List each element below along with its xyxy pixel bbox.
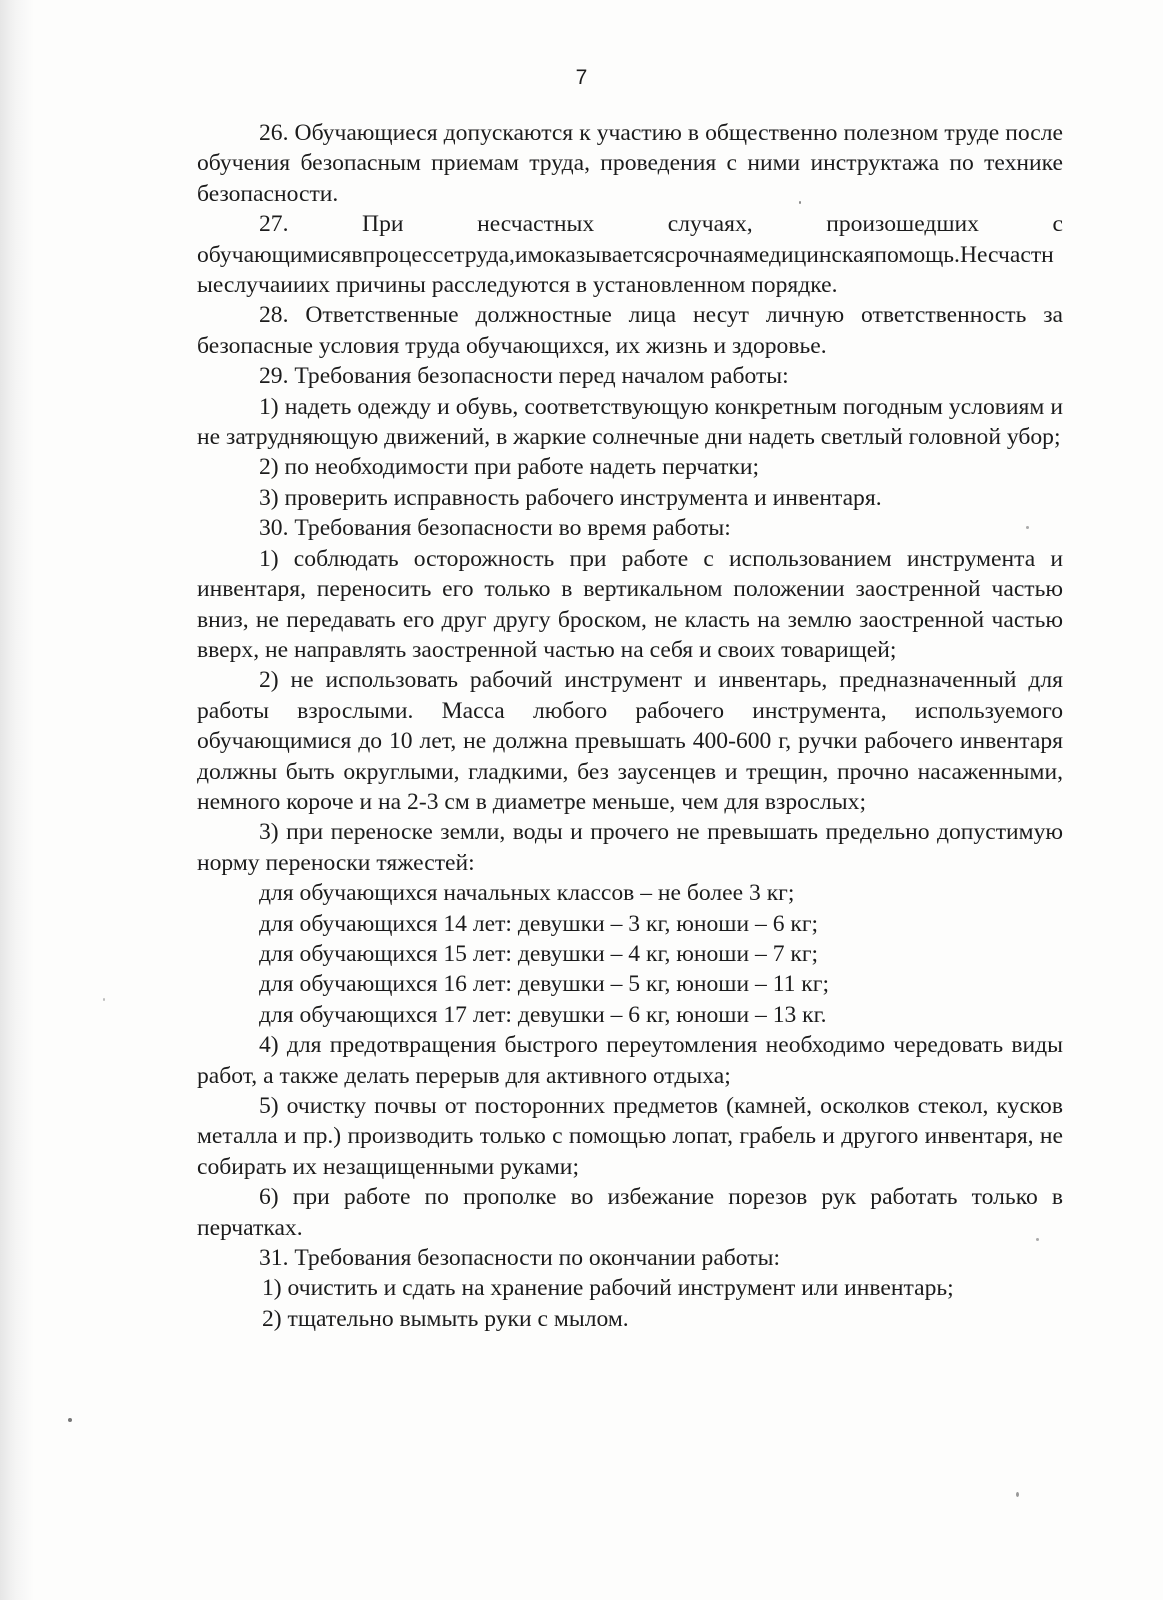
scan-speck <box>103 998 105 1001</box>
document-body <box>197 118 1063 1334</box>
paragraph-29-item-3: 3) проверить исправность рабочего инструмента и инвентаря. <box>259 484 882 511</box>
paragraph-27-body: обучающимисявпроцессетруда,имоказываетсясрочнаямедицинскаяпомощь.Несчастныеслучаииих причины расследуются в установленном порядке. <box>197 241 1054 299</box>
weight-limit-line: для обучающихся начальных классов – не более 3 кг; <box>259 880 795 907</box>
weight-limit-line: для обучающихся 16 лет: девушки – 5 кг, юноши – 11 кг; <box>259 971 830 998</box>
paragraph-30-item-6: 6) при работе по прополке во избежание порезов рук работать только в перчатках. <box>197 1184 1063 1241</box>
paragraph-31: 31. Требования безопасности по окончании работы: <box>259 1245 780 1272</box>
scan-speck <box>1036 1238 1039 1241</box>
paragraph-30-item-3: 3) при переноске земли, воды и прочего не превышать предельно допустимую норму переноски тяжестей: <box>197 819 1063 876</box>
paragraph-28: 28. Ответственные должностные лица несут личную ответственность за безопасные условия труда обучающихся, их жизнь и здоровье. <box>197 302 1063 359</box>
paragraph-31-item-2: 2) тщательно вымыть руки с мылом. <box>262 1305 629 1332</box>
paragraph-27-heading: 27. При несчастных случаях, произошедших с <box>259 211 1063 238</box>
paragraph-30-item-4: 4) для предотвращения быстрого переутомления необходимо чередовать виды работ, а также делать перерыв для активного отдыха; <box>197 1032 1063 1089</box>
scan-speck <box>1026 526 1029 529</box>
paragraph-29: 29. Требования безопасности перед началом работы: <box>259 363 789 390</box>
scan-speck <box>68 1418 72 1422</box>
paragraph-30-item-5: 5) очистку почвы от посторонних предметов (камней, осколков стекол, кусков металла и пр.) производить только с помощью лопат, грабель и другого инвентаря, не собирать их незащищенными руками; <box>197 1093 1063 1180</box>
weight-limit-line: для обучающихся 14 лет: девушки – 3 кг, юноши – 6 кг; <box>259 910 819 937</box>
paragraph-26: 26. Обучающиеся допускаются к участию в общественно полезном труде после обучения безопасным приемам труда, проведения с ними инструктажа по технике безопасности. <box>197 120 1063 207</box>
weight-limit-line: для обучающихся 15 лет: девушки – 4 кг, юноши – 7 кг; <box>259 940 819 967</box>
page-number: 7 <box>575 66 588 89</box>
paragraph-31-item-1: 1) очистить и сдать на хранение рабочий инструмент или инвентарь; <box>262 1275 954 1302</box>
scan-edge-shadow <box>0 0 34 1600</box>
paragraph-30-item-2: 2) не использовать рабочий инструмент и инвентарь, предназначенный для работы взрослыми. Масса любого рабочего инструмента, используемого обучающимися до 10 лет, не должна превышать 400-600 г, ручки рабочего инвентаря должны быть округлыми, гладкими, без заусенцев и трещин, прочно насаженными, немного короче и на 2-3 см в диаметре меньше, чем для взрослых; <box>197 667 1063 815</box>
paragraph-29-item-2: 2) по необходимости при работе надеть перчатки; <box>259 454 760 481</box>
scan-speck <box>1016 1492 1019 1497</box>
paragraph-30: 30. Требования безопасности во время работы: <box>259 515 731 542</box>
paragraph-29-item-1: 1) надеть одежду и обувь, соответствующую конкретным погодным условиям и не затрудняющую движений, в жаркие солнечные дни надеть светлый головной убор; <box>197 393 1063 451</box>
weight-limit-line: для обучающихся 17 лет: девушки – 6 кг, юноши – 13 кг. <box>259 1001 827 1028</box>
paragraph-30-item-1: 1) соблюдать осторожность при работе с использованием инструмента и инвентаря, переносить его только в вертикальном положении заостренной частью вниз, не передавать его друг другу броском, не класть на землю заостренной частью вверх, не направлять заостренной частью на себя и своих товарищей; <box>197 545 1063 663</box>
scan-speck <box>799 201 801 204</box>
